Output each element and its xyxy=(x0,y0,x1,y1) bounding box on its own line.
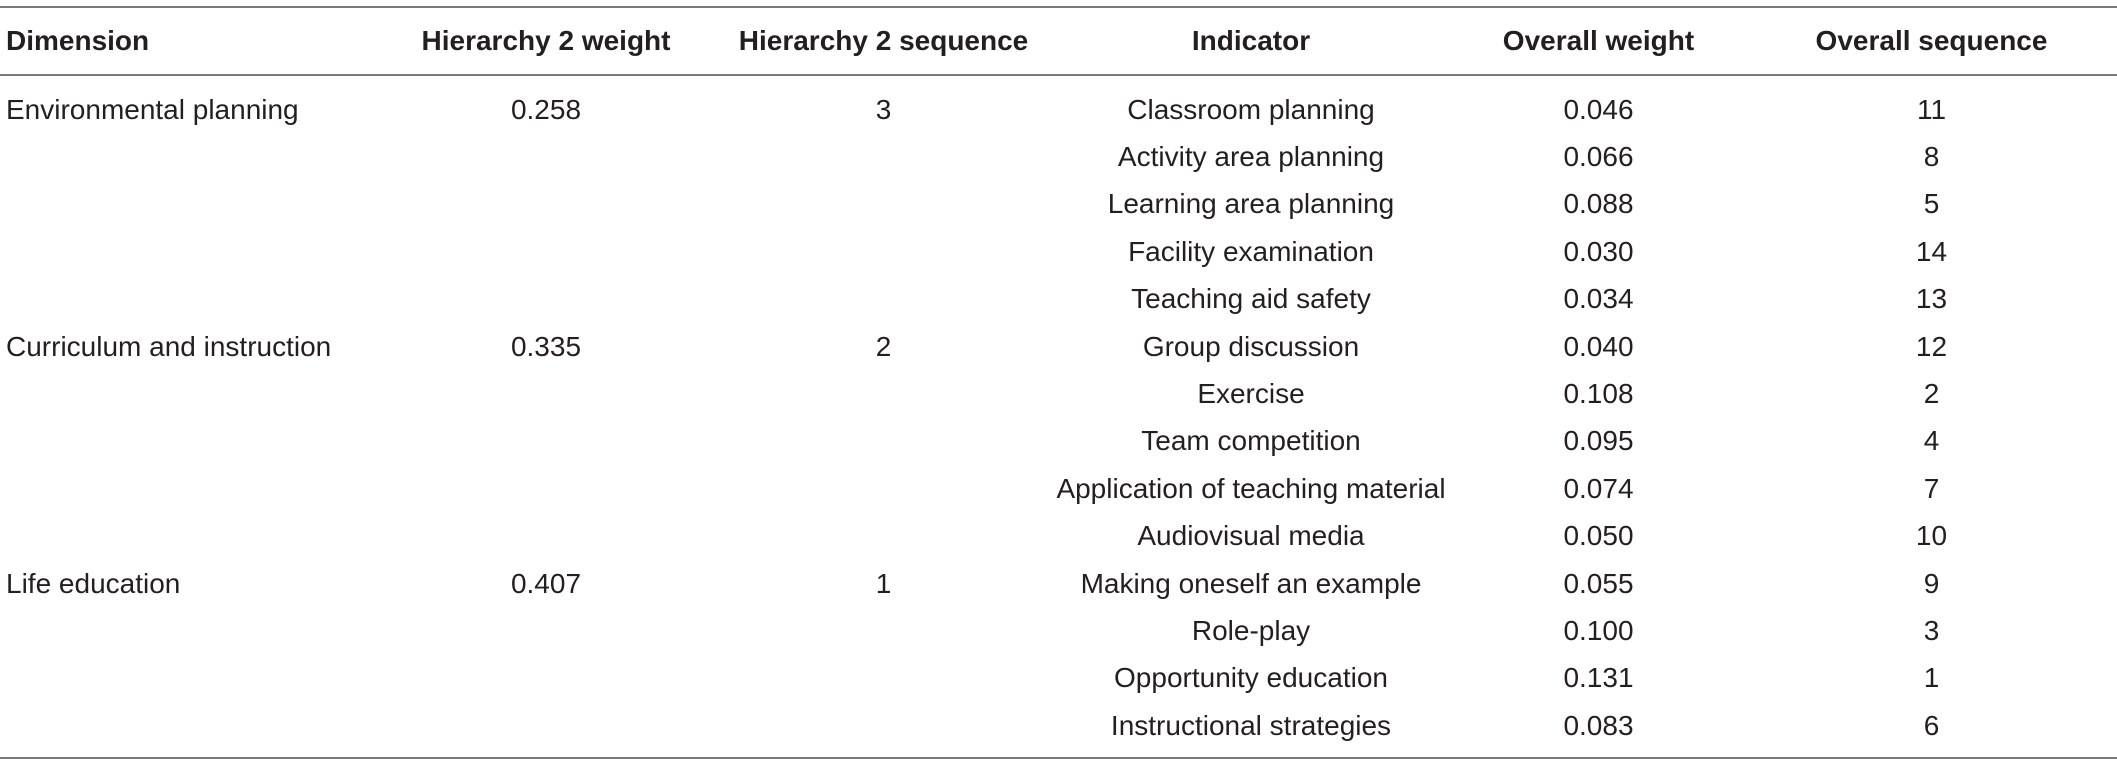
table-body xyxy=(0,75,2117,758)
cell-indicator: Group discussion xyxy=(1142,330,1360,362)
cell-indicator: Instructional strategies xyxy=(1110,709,1392,741)
cell-overall-weight: 0.040 xyxy=(1563,330,1634,362)
cell-dimension: Life education xyxy=(6,567,181,599)
header-row xyxy=(0,7,2117,75)
cell-hierarchy-2-weight: 0.335 xyxy=(510,330,582,362)
cell-overall-weight: 0.066 xyxy=(1563,141,1634,173)
cell-hierarchy-2-weight xyxy=(376,133,716,180)
cell-dimension xyxy=(0,228,376,275)
cell-overall-sequence: 12 xyxy=(1915,330,1948,362)
cell-hierarchy-2-sequence xyxy=(716,513,1051,560)
cell-overall-weight: 0.131 xyxy=(1563,662,1634,694)
cell-hierarchy-2-weight xyxy=(376,370,716,417)
cell-dimension xyxy=(0,418,376,465)
cell-overall-sequence: 3 xyxy=(1923,614,1940,646)
table-row xyxy=(0,228,2117,275)
cell-hierarchy-2-weight xyxy=(376,702,716,758)
cell-hierarchy-2-weight xyxy=(376,228,716,275)
table-row xyxy=(0,370,2117,417)
table-row xyxy=(0,655,2117,702)
cell-hierarchy-2-sequence: 3 xyxy=(875,93,892,125)
table-row xyxy=(0,323,2117,370)
table-row xyxy=(0,607,2117,654)
cell-hierarchy-2-weight: 0.258 xyxy=(510,93,582,125)
cell-hierarchy-2-sequence xyxy=(716,181,1051,228)
weights-table xyxy=(0,6,2117,759)
cell-overall-sequence: 2 xyxy=(1923,378,1940,410)
header-overall-sequence: Overall sequence xyxy=(1815,25,2048,56)
cell-overall-weight: 0.034 xyxy=(1563,283,1634,315)
table-row xyxy=(0,560,2117,607)
cell-overall-weight: 0.055 xyxy=(1563,567,1634,599)
cell-hierarchy-2-sequence xyxy=(716,133,1051,180)
cell-overall-sequence: 1 xyxy=(1923,662,1940,694)
cell-dimension xyxy=(0,133,376,180)
cell-hierarchy-2-sequence xyxy=(716,655,1051,702)
cell-dimension xyxy=(0,181,376,228)
table-row xyxy=(0,702,2117,758)
table-row xyxy=(0,276,2117,323)
cell-indicator: Team competition xyxy=(1141,425,1361,457)
cell-overall-sequence: 14 xyxy=(1915,235,1948,267)
cell-hierarchy-2-sequence: 2 xyxy=(875,330,892,362)
cell-hierarchy-2-weight xyxy=(376,655,716,702)
cell-overall-weight: 0.095 xyxy=(1563,425,1634,457)
cell-indicator: Application of teaching material xyxy=(1056,472,1446,504)
cell-overall-sequence: 9 xyxy=(1923,567,1940,599)
cell-hierarchy-2-sequence xyxy=(716,702,1051,758)
cell-hierarchy-2-sequence: 1 xyxy=(875,567,892,599)
cell-overall-weight: 0.083 xyxy=(1563,709,1634,741)
cell-indicator: Learning area planning xyxy=(1107,188,1395,220)
table-row xyxy=(0,513,2117,560)
table-row xyxy=(0,418,2117,465)
cell-dimension xyxy=(0,513,376,560)
cell-dimension: Environmental planning xyxy=(6,93,299,125)
cell-dimension xyxy=(0,276,376,323)
cell-indicator: Teaching aid safety xyxy=(1131,283,1371,315)
cell-hierarchy-2-sequence xyxy=(716,276,1051,323)
cell-hierarchy-2-sequence xyxy=(716,465,1051,512)
cell-overall-sequence: 13 xyxy=(1915,283,1948,315)
cell-indicator: Role-play xyxy=(1191,614,1311,646)
cell-overall-weight: 0.074 xyxy=(1563,472,1634,504)
cell-overall-weight: 0.050 xyxy=(1563,520,1634,552)
cell-hierarchy-2-weight xyxy=(376,465,716,512)
cell-overall-sequence: 6 xyxy=(1923,709,1940,741)
cell-overall-sequence: 10 xyxy=(1915,520,1948,552)
table-row xyxy=(0,181,2117,228)
cell-dimension xyxy=(0,607,376,654)
cell-indicator: Making oneself an example xyxy=(1080,567,1422,599)
cell-hierarchy-2-sequence xyxy=(716,228,1051,275)
cell-overall-sequence: 11 xyxy=(1916,93,1947,125)
header-indicator: Indicator xyxy=(1191,25,1311,56)
cell-overall-sequence: 8 xyxy=(1923,141,1940,173)
cell-hierarchy-2-weight xyxy=(376,513,716,560)
header-hierarchy-2-weight: Hierarchy 2 weight xyxy=(421,25,671,56)
cell-overall-weight: 0.046 xyxy=(1563,93,1634,125)
header-overall-weight: Overall weight xyxy=(1502,25,1695,56)
header-hierarchy-2-sequence: Hierarchy 2 sequence xyxy=(738,25,1029,56)
header-dimension: Dimension xyxy=(6,25,150,56)
cell-indicator: Opportunity education xyxy=(1114,662,1388,694)
cell-hierarchy-2-sequence xyxy=(716,418,1051,465)
cell-overall-sequence: 5 xyxy=(1923,188,1940,220)
cell-dimension xyxy=(0,370,376,417)
cell-dimension xyxy=(0,702,376,758)
cell-indicator: Exercise xyxy=(1197,378,1305,410)
cell-hierarchy-2-weight: 0.407 xyxy=(510,567,582,599)
table-header xyxy=(0,7,2117,75)
cell-indicator: Activity area planning xyxy=(1117,141,1385,173)
cell-overall-sequence: 7 xyxy=(1923,472,1940,504)
cell-hierarchy-2-weight xyxy=(376,418,716,465)
cell-overall-weight: 0.088 xyxy=(1563,188,1634,220)
cell-overall-sequence: 4 xyxy=(1923,425,1940,457)
cell-overall-weight: 0.030 xyxy=(1563,235,1634,267)
cell-hierarchy-2-weight xyxy=(376,181,716,228)
cell-hierarchy-2-weight xyxy=(376,607,716,654)
cell-hierarchy-2-sequence xyxy=(716,370,1051,417)
cell-indicator: Classroom planning xyxy=(1127,93,1375,125)
table-row xyxy=(0,133,2117,180)
cell-dimension xyxy=(0,465,376,512)
cell-dimension xyxy=(0,655,376,702)
cell-hierarchy-2-sequence xyxy=(716,607,1051,654)
cell-dimension: Curriculum and instruction xyxy=(6,330,332,362)
cell-indicator: Facility examination xyxy=(1128,235,1374,267)
cell-overall-weight: 0.100 xyxy=(1563,614,1634,646)
table-row xyxy=(0,465,2117,512)
cell-overall-weight: 0.108 xyxy=(1563,378,1634,410)
cell-hierarchy-2-weight xyxy=(376,276,716,323)
cell-indicator: Audiovisual media xyxy=(1137,520,1365,552)
table-row xyxy=(0,75,2117,133)
